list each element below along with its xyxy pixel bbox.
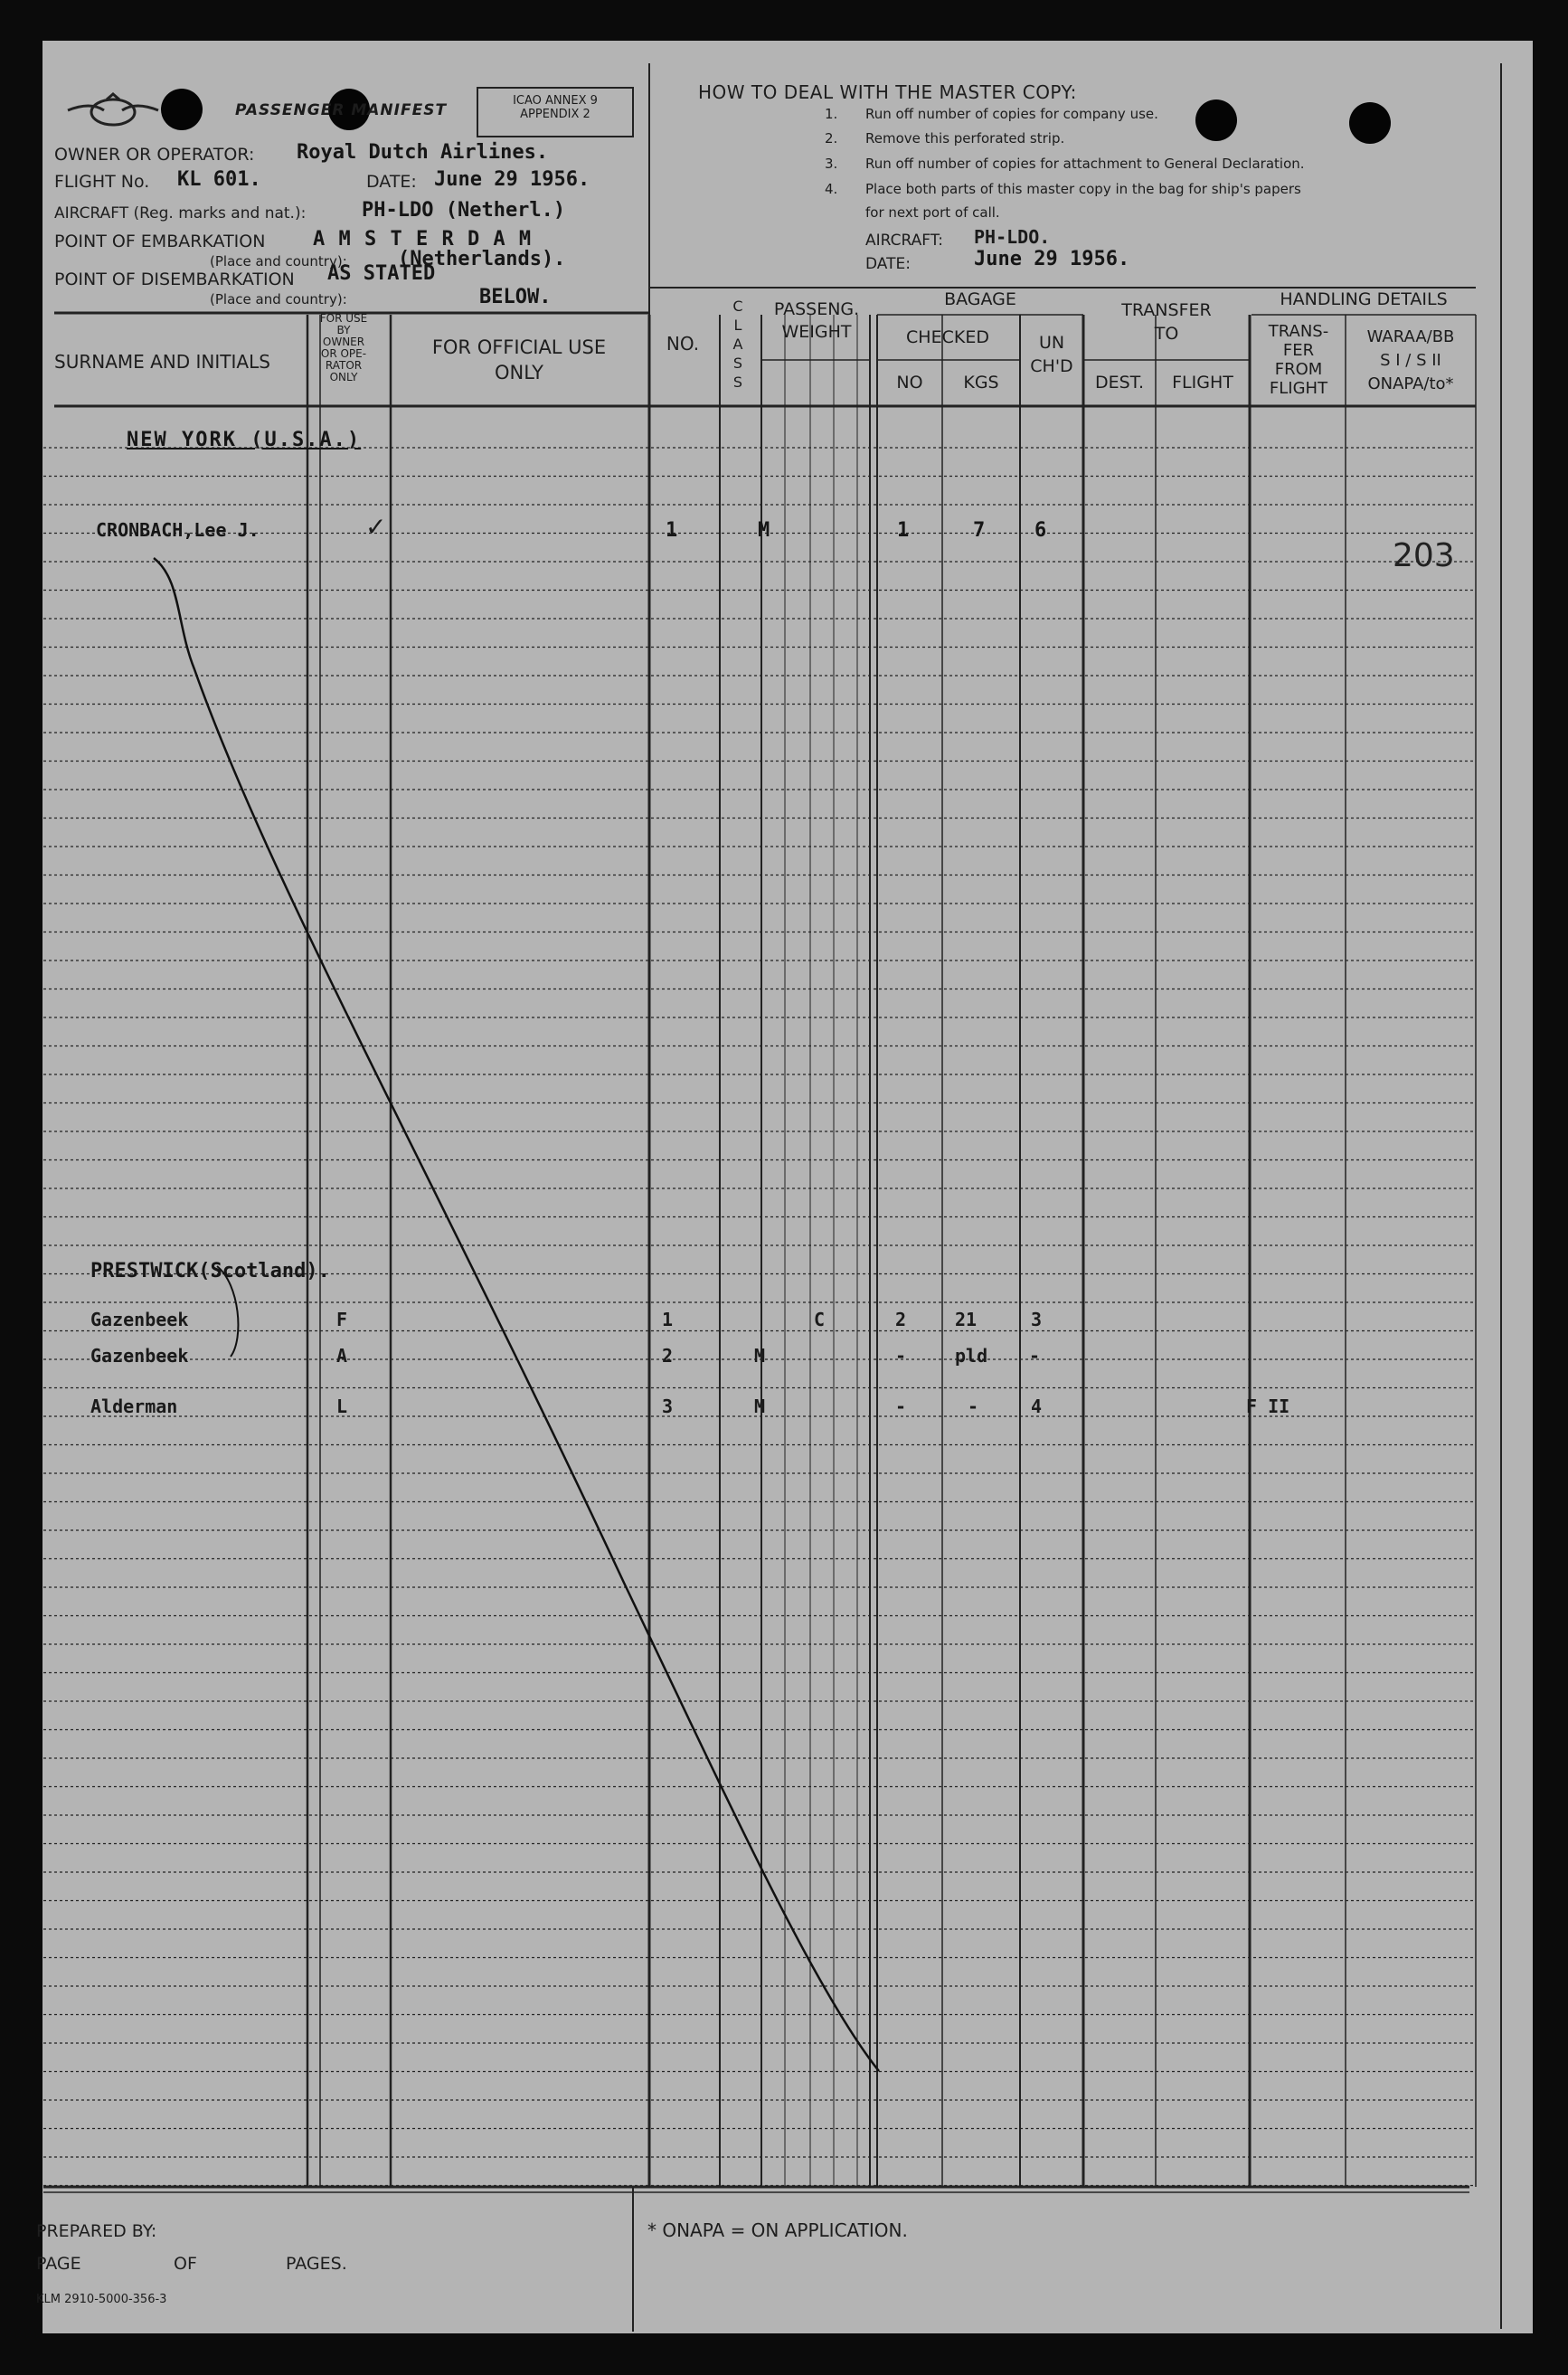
unchecked-bags: 3	[1031, 1309, 1043, 1330]
col-checked-kgs: KGS	[963, 373, 999, 393]
unchecked-bags: 4	[1031, 1396, 1043, 1417]
form-code: KLM 2910-5000-356-3	[36, 2293, 167, 2306]
section-heading: NEW YORK (U.S.A.)	[127, 429, 362, 451]
passenger-name: Gazenbeek	[90, 1345, 189, 1367]
owner-use-line: FOR USE	[319, 312, 368, 325]
flight-label: FLIGHT No.	[54, 172, 150, 192]
col-no: NO.	[666, 333, 700, 355]
col-transfer-to	[1083, 298, 1250, 345]
onapa-note: * ONAPA = ON APPLICATION.	[647, 2219, 908, 2241]
passenger-name: Gazenbeek	[90, 1309, 189, 1330]
disembarkation-value: AS STATED	[327, 262, 436, 285]
col-checked-no: NO	[896, 373, 923, 393]
col-surname: SURNAME AND INITIALS	[54, 351, 270, 373]
instructions-aircraft-label: AIRCRAFT:	[865, 232, 943, 250]
owner-use-line: RATOR	[325, 359, 363, 372]
instruction-num: 1.	[825, 106, 838, 122]
owner-code: A	[336, 1345, 348, 1367]
page-label: PAGE	[36, 2254, 81, 2274]
date-label: DATE:	[366, 172, 417, 192]
passenger-name: Alderman	[90, 1396, 178, 1417]
checked-no: 2	[895, 1309, 907, 1330]
embarkation-value: A M S T E R D A M	[313, 228, 533, 251]
passenger-no: 1	[666, 519, 678, 542]
col-transfer-from	[1252, 322, 1346, 398]
col-checked: CHECKED	[906, 327, 989, 347]
flight-value: KL 601.	[177, 168, 261, 191]
col-owner-use	[307, 313, 380, 383]
checked-kgs: pld	[955, 1345, 988, 1367]
unchecked-bags: -	[1029, 1345, 1041, 1367]
instructions-aircraft-value: PH-LDO.	[974, 226, 1051, 248]
instruction-num: 2.	[825, 130, 838, 147]
transfer-from-line: FER	[1282, 341, 1315, 360]
checked-kgs: 7	[973, 519, 986, 542]
instruction-num: 4.	[825, 181, 838, 197]
pages-label: PAGES.	[286, 2254, 347, 2274]
checked-no: -	[895, 1396, 907, 1417]
weight-line: PASSENG.	[773, 299, 860, 319]
aircraft-label: AIRCRAFT (Reg. marks and nat.):	[54, 204, 307, 222]
passenger-name: CRONBACH,Lee J.	[96, 519, 260, 541]
instructions-date-value: June 29 1956.	[974, 248, 1130, 270]
col-waraa	[1346, 326, 1476, 396]
official-use-line: ONLY	[495, 362, 543, 383]
handwritten-number: 203	[1393, 537, 1455, 574]
owner-code: L	[336, 1396, 348, 1417]
class-letter: L	[733, 317, 742, 334]
unchecked-line: CH'D	[1030, 356, 1073, 376]
col-official-use	[392, 335, 646, 385]
owner-code: F	[336, 1309, 348, 1330]
passenger-weight: C	[814, 1309, 826, 1330]
checked-kgs: 21	[955, 1309, 978, 1330]
col-handling: HANDLING DETAILS	[1280, 289, 1448, 309]
col-dest: DEST.	[1094, 373, 1145, 393]
unchecked-line: UN	[1038, 333, 1065, 353]
transfer-from-line: TRANS-	[1268, 322, 1329, 341]
checked-no: 1	[897, 519, 910, 542]
section-heading: PRESTWICK(Scotland).	[90, 1260, 330, 1282]
owner-use-line: OR OPE-	[320, 347, 367, 360]
prepared-by-label: PREPARED BY:	[36, 2221, 157, 2241]
col-unchecked	[1020, 331, 1083, 378]
instruction-text: Run off number of copies for attachment to General Declaration.	[865, 156, 1305, 172]
instruction-num: 3.	[825, 156, 838, 172]
waraa-line: WARAA/BB	[1366, 327, 1455, 346]
passenger-class: M	[754, 1345, 766, 1367]
instructions-date-label: DATE:	[865, 255, 911, 273]
official-use-line: FOR OFFICIAL USE	[431, 336, 607, 358]
passenger-no: 1	[662, 1309, 674, 1330]
waraa-line: S I / S II	[1380, 351, 1441, 370]
checked-kgs: -	[968, 1396, 979, 1417]
instruction-text: Place both parts of this master copy in the bag for ship's papers	[865, 181, 1301, 197]
class-letter: S	[732, 374, 743, 391]
embarkation-country: (Netherlands).	[398, 248, 566, 270]
passenger-no: 2	[662, 1345, 674, 1367]
col-passenger-weight	[761, 298, 872, 344]
checked-no: -	[895, 1345, 907, 1367]
owner-checkmark: ✓	[365, 512, 387, 542]
disembarkation-country: BELOW.	[479, 286, 552, 308]
waraa-line: ONAPA/to*	[1367, 374, 1454, 393]
transfer-from-line: FLIGHT	[1269, 379, 1328, 398]
weight-line: WEIGHT	[781, 322, 852, 342]
instructions-title: HOW TO DEAL WITH THE MASTER COPY:	[698, 81, 1077, 103]
icao-ref-line2: APPENDIX 2	[520, 108, 590, 121]
owner-use-line: BY	[336, 324, 351, 336]
icao-reference-box	[477, 87, 634, 137]
instruction-text: for next port of call.	[865, 204, 1000, 221]
class-letter: A	[732, 336, 743, 353]
embarkation-label: POINT OF EMBARKATION	[54, 232, 266, 251]
disembarkation-sub-label: (Place and country):	[210, 291, 347, 308]
instruction-text: Run off number of copies for company use.	[865, 106, 1158, 122]
transfer-from-flight: F II	[1246, 1396, 1290, 1417]
airline-logo	[63, 92, 163, 128]
col-flight: FLIGHT	[1172, 373, 1233, 393]
class-letter: C	[732, 298, 743, 315]
instruction-text: Remove this perforated strip.	[865, 130, 1065, 147]
owner-value: Royal Dutch Airlines.	[297, 141, 549, 164]
owner-use-line: ONLY	[329, 371, 358, 383]
disembarkation-label: POINT OF DISEMBARKATION	[54, 270, 295, 289]
aircraft-value: PH-LDO (Netherl.)	[362, 199, 566, 222]
passenger-class: M	[758, 519, 770, 542]
passenger-no: 3	[662, 1396, 674, 1417]
owner-label: OWNER OR OPERATOR:	[54, 145, 255, 165]
owner-use-line: OWNER	[322, 336, 365, 348]
transfer-line: TRANSFER	[1121, 300, 1212, 320]
class-letter: S	[732, 355, 743, 372]
transfer-from-line: FROM	[1274, 360, 1323, 379]
passenger-class: M	[754, 1396, 766, 1417]
transfer-line: TO	[1154, 324, 1179, 344]
col-class	[720, 297, 756, 392]
icao-ref-line1: ICAO ANNEX 9	[513, 94, 598, 108]
date-value: June 29 1956.	[434, 168, 590, 191]
of-label: OF	[174, 2254, 197, 2274]
unchecked-bags: 6	[1034, 519, 1047, 542]
col-baggage: BAGAGE	[944, 289, 1016, 309]
form-title: PASSENGER MANIFEST	[235, 101, 448, 119]
embarkation-sub-label: (Place and country):	[210, 253, 347, 270]
